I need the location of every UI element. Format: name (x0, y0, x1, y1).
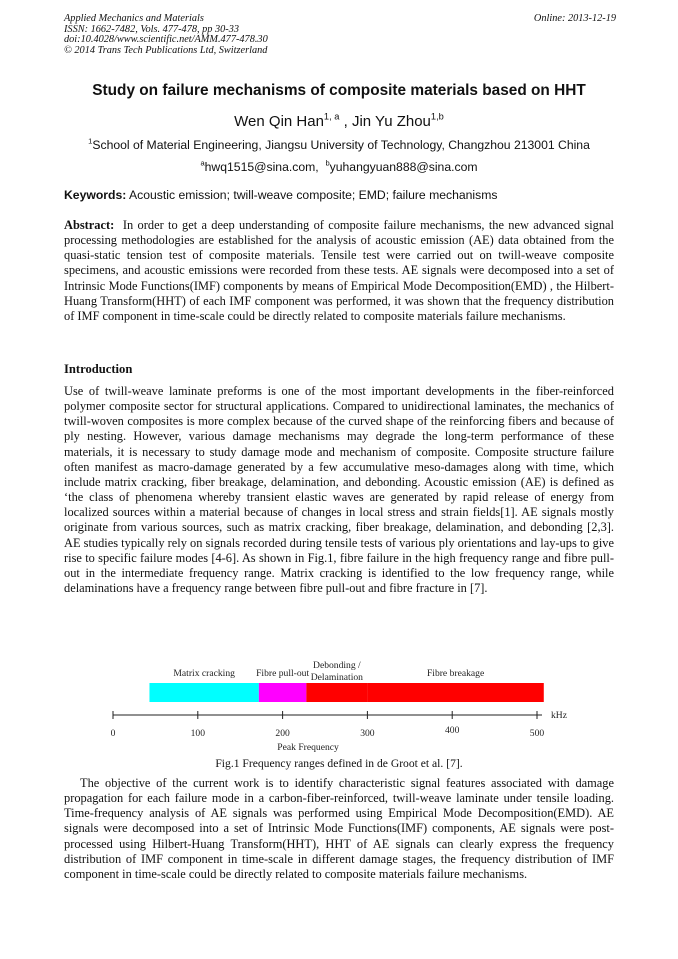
abstract-label: Abstract: (64, 218, 115, 232)
author-2: Jin Yu Zhou (351, 113, 431, 130)
segment-fibre-pull-out (259, 683, 306, 702)
segment-label-debonding: Debonding / (313, 660, 361, 671)
segment-label-2-debonding: Delamination (310, 672, 363, 683)
doi-line: doi:10.4028/www.scientific.net/AMM.477-478.30 (64, 34, 268, 45)
copyright-line: © 2014 Trans Tech Publications Ltd, Switzerland (64, 44, 268, 56)
frequency-range-chart (100, 655, 578, 755)
abstract (64, 218, 614, 324)
author-2-sup: 1,b (430, 111, 444, 122)
abstract-text: In order to get a deep understanding of composite failure mechanisms, the new advanced signal processing methodologies are established for the analysis of acoustic emission (AE) data obtained from the quasi-static tension test of composite materials. Tensile test were carried out on twill-weave composite specimens, and acoustic emissions were recorded from these tests. AE signals were decomposed into a set of Intrinsic Mode Functions(IMF) components by means of Empirical Mode Decomposition(EMD) , the Hilbert-Huang Transform(HHT) of each IMF component was performed, it was shown that the frequency distribution of IMF component in time-scale could be directly related to composite materials failure mechanisms. (64, 218, 614, 323)
objective-paragraph: The objective of the current work is to identify characteristic signal features associated with damage propagation for each failure mode in a carbon-fiber-reinforced, twill-weave laminate under tensile loading. Time-frequency analysis of AE signals was performed using Empirical Mode Decomposition(EMD). AE signals were decomposed into a set of Intrinsic Mode Functions(IMF) components, AE signals were post-processed using Hilbert-Huang Transform(HHT), HHT of AE signals can clearly express the frequency distribution of IMF component in time-scale in different damage stages, the frequency distribution of IMF component in time-scale could be directly related to composite materials failure mechanisms. (64, 776, 614, 881)
x-axis-unit: kHz (551, 710, 567, 721)
author-1: Wen Qin Han (234, 113, 324, 130)
affiliation-line (0, 138, 678, 152)
online-date: Online: 2013-12-19 (533, 13, 616, 24)
segment-label-matrix-cracking: Matrix cracking (173, 668, 235, 679)
x-tick-label-500: 500 (529, 728, 545, 739)
x-tick-label-100: 100 (190, 728, 205, 739)
email-2-sup: b (325, 158, 330, 168)
issn-line: ISSN: 1662-7482, Vols. 477-478, pp 30-33 (64, 23, 240, 35)
introduction-heading: Introduction (64, 362, 133, 376)
email-1[interactable]: hwq1515@sina.com, (204, 160, 319, 174)
x-axis-label: Peak Frequency (277, 742, 339, 753)
x-tick-label-400: 400 (445, 725, 460, 736)
segment-debonding (306, 683, 367, 702)
x-tick-label-0: 0 (110, 728, 116, 739)
author-1-sup: 1, a (323, 111, 340, 122)
segment-label-fibre-breakage: Fibre breakage (426, 668, 485, 679)
introduction-paragraph: Use of twill-weave laminate preforms is one of the most important developments in the fiber-reinforced polymer composite sector for structural applications. Compared to unidirectional laminates, the mechanics of twill-woven composites is more complex because of the curved shape of the reinforcing fibers and because of ply nesting. However, various damage mechanisms may degrade the long-term performance of these materials, it is necessary to study damage mode and mechanism of composite. Composite structure failure often manifest as macro-damage generated by a few accumulative meso-damages along with time, which include matrix cracking, fiber breakage, delamination, and debonding. Acoustic emission (AE) is defined as ‘the class of phenomena whereby transient elastic waves are generated by rapid release of energy from localized sources within a material because of changes in local stress and strain fields[1]. AE signals mostly originate from various sources, such as matrix cracking, fiber breakage, delamination, and debonding [2,3]. AE studies typically rely on signals recorded during tensile tests of various ply orientations and lay-ups to give rise to specific failure modes [4-6]. As shown in Fig.1, fibre failure in the high frequency range and fibre pull-out in the intermediate frequency range. Matrix cracking is identified to the low frequency range, while delaminations have a frequency range between fibre pull-out and fibre fracture in [7]. (64, 384, 614, 596)
journal-header (64, 14, 268, 56)
keywords (64, 188, 619, 202)
segment-matrix-cracking (149, 683, 258, 702)
x-tick-label-300: 300 (360, 728, 375, 739)
email-line (0, 160, 678, 174)
segment-fibre-breakage (367, 683, 543, 702)
keywords-label: Keywords: (64, 188, 127, 202)
paper-title: Study on failure mechanisms of composite materials based on HHT (92, 82, 586, 99)
x-tick-label-200: 200 (275, 728, 290, 739)
author-line (0, 113, 678, 130)
journal-name: Applied Mechanics and Materials (64, 13, 204, 24)
affiliation: School of Material Engineering, Jiangsu University of Technology, Changzhou 213001 China (92, 138, 590, 152)
author-separator: , (339, 113, 352, 130)
figure-caption: Fig.1 Frequency ranges defined in de Groot et al. [7]. (215, 757, 463, 770)
segment-label-fibre-pull-out: Fibre pull-out (256, 668, 310, 679)
keywords-text: Acoustic emission; twill-weave composite; EMD; failure mechanisms (129, 188, 498, 202)
email-2[interactable]: yuhangyuan888@sina.com (329, 160, 478, 174)
affiliation-sup: 1 (88, 136, 93, 146)
email-1-sup: a (200, 158, 205, 168)
